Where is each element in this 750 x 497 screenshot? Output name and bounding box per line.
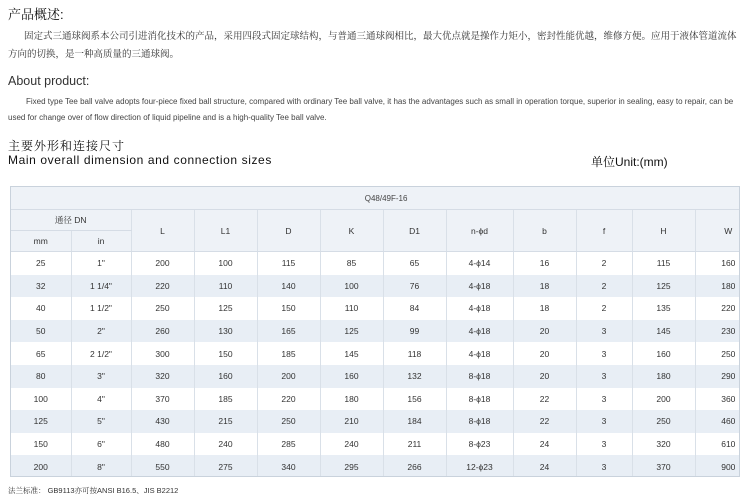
table-cell: 2" (71, 320, 131, 343)
table-cell: 550 (131, 455, 194, 477)
col-header-w: W (695, 210, 740, 252)
table-cell: 220 (257, 388, 320, 411)
dn-mm-header: mm (11, 231, 71, 252)
dn-in-header: in (71, 231, 131, 252)
table-cell: 184 (383, 410, 446, 433)
table-cell: 8-ϕ18 (446, 388, 513, 411)
table-cell: 250 (632, 410, 695, 433)
table-cell: 260 (131, 320, 194, 343)
table-cell: 132 (383, 365, 446, 388)
table-cell: 460 (695, 410, 740, 433)
table-cell: 50 (11, 320, 71, 343)
table-cell: 4-ϕ18 (446, 342, 513, 365)
table-cell: 300 (131, 342, 194, 365)
table-body (11, 252, 740, 478)
table-cell: 2 (576, 275, 632, 298)
table-cell: 125 (632, 275, 695, 298)
table-cell: 370 (632, 455, 695, 477)
table-cell: 18 (513, 275, 576, 298)
table-cell: 8" (71, 455, 131, 477)
table-cell: 1 1/2" (71, 297, 131, 320)
table-cell: 900 (695, 455, 740, 477)
col-header-k: K (320, 210, 383, 252)
table-cell: 125 (194, 297, 257, 320)
table-cell: 20 (513, 342, 576, 365)
table-cell: 211 (383, 433, 446, 456)
table-cell: 22 (513, 410, 576, 433)
table-cell: 3 (576, 433, 632, 456)
table-cell: 160 (320, 365, 383, 388)
table-cell: 3" (71, 365, 131, 388)
table-cell: 24 (513, 455, 576, 477)
flange-standard-note: 法兰标准： GB9113亦可按ANSI B16.5、JIS B2212 (8, 486, 179, 495)
table-cell: 320 (632, 433, 695, 456)
dimension-table (10, 186, 740, 477)
table-cell: 200 (257, 365, 320, 388)
table-cell: 140 (257, 275, 320, 298)
table-cell: 320 (131, 365, 194, 388)
table-cell: 200 (632, 388, 695, 411)
table-cell: 250 (131, 297, 194, 320)
table-cell: 76 (383, 275, 446, 298)
dn-header: 通径 DN (11, 210, 131, 231)
table-cell: 285 (257, 433, 320, 456)
table-row (11, 342, 740, 365)
table-cell: 180 (695, 275, 740, 298)
about-product-title: About product: (8, 74, 90, 88)
table-cell: 4" (71, 388, 131, 411)
col-header-b: b (513, 210, 576, 252)
table-cell: 2 1/2" (71, 342, 131, 365)
table-cell: 40 (11, 297, 71, 320)
table-cell: 22 (513, 388, 576, 411)
table-row (11, 433, 740, 456)
table-cell: 8-ϕ18 (446, 365, 513, 388)
model-label: Q48/49F-16 (11, 187, 740, 210)
table-cell: 4-ϕ18 (446, 320, 513, 343)
table-row (11, 275, 740, 298)
table-cell: 185 (194, 388, 257, 411)
table-cell: 24 (513, 433, 576, 456)
dimensions-title-cn: 主要外形和连接尺寸 (8, 139, 126, 153)
table-cell: 430 (131, 410, 194, 433)
table-cell: 3 (576, 410, 632, 433)
table-cell: 115 (632, 252, 695, 275)
table-cell: 125 (320, 320, 383, 343)
table-cell: 3 (576, 320, 632, 343)
table-cell: 16 (513, 252, 576, 275)
table-cell: 25 (11, 252, 71, 275)
table-cell: 160 (194, 365, 257, 388)
table-header-row (11, 210, 740, 231)
table-cell: 99 (383, 320, 446, 343)
table-row (11, 388, 740, 411)
table-cell: 3 (576, 342, 632, 365)
table-cell: 115 (257, 252, 320, 275)
table-row (11, 410, 740, 433)
dimensions-title-en: Main overall dimension and connection sizes (8, 153, 272, 167)
table-cell: 12-ϕ23 (446, 455, 513, 477)
table-cell: 84 (383, 297, 446, 320)
col-header-l1: L1 (194, 210, 257, 252)
table-cell: 4-ϕ18 (446, 297, 513, 320)
table-cell: 220 (131, 275, 194, 298)
table-cell: 150 (11, 433, 71, 456)
table-cell: 230 (695, 320, 740, 343)
table-cell: 3 (576, 365, 632, 388)
table-cell: 135 (632, 297, 695, 320)
table-cell: 340 (257, 455, 320, 477)
table-cell: 8-ϕ23 (446, 433, 513, 456)
table-cell: 266 (383, 455, 446, 477)
product-overview-text-cn: 固定式三通球阀系本公司引进消化技术的产品，采用四段式固定球结构，与普通三通球阀相比，最大优点就是操作力矩小，密封性能优越，维修方便。应用于液体管道流体方向的切换，是一种高质量的三通球阀。 (8, 31, 737, 60)
product-overview-title: 产品概述: (8, 7, 64, 22)
table-cell: 200 (11, 455, 71, 477)
table-cell: 250 (257, 410, 320, 433)
table-cell: 165 (257, 320, 320, 343)
table-cell: 130 (194, 320, 257, 343)
table-cell: 240 (320, 433, 383, 456)
table-cell: 185 (257, 342, 320, 365)
product-overview-text-en: Fixed type Tee ball valve adopts four-piece fixed ball structure, compared with ordinary Tee ball valve, it has the advantages such as small in operation torque, superior in sealing, easy to repair, can be used for change over of flow direction of liquid pipeline and is a high-quality Tee ball valve. (8, 97, 734, 122)
table-model-row (11, 187, 740, 210)
table-cell: 125 (11, 410, 71, 433)
table-cell: 145 (320, 342, 383, 365)
table-row (11, 252, 740, 275)
col-header-d: D (257, 210, 320, 252)
table-cell: 180 (632, 365, 695, 388)
table-cell: 110 (320, 297, 383, 320)
table-row (11, 365, 740, 388)
table-cell: 145 (632, 320, 695, 343)
table-cell: 8-ϕ18 (446, 410, 513, 433)
table-cell: 18 (513, 297, 576, 320)
table-cell: 5" (71, 410, 131, 433)
table-cell: 3 (576, 388, 632, 411)
table-cell: 275 (194, 455, 257, 477)
table-cell: 20 (513, 320, 576, 343)
table-cell: 295 (320, 455, 383, 477)
unit-label: 单位Unit:(mm) (591, 155, 668, 169)
table-cell: 370 (131, 388, 194, 411)
table-cell: 1 1/4" (71, 275, 131, 298)
table-row (11, 455, 740, 477)
table-cell: 32 (11, 275, 71, 298)
col-header-n-d: n-ϕd (446, 210, 513, 252)
table-cell: 150 (194, 342, 257, 365)
table-cell: 1" (71, 252, 131, 275)
table-cell: 3 (576, 455, 632, 477)
table-cell: 250 (695, 342, 740, 365)
col-header-d1: D1 (383, 210, 446, 252)
table-cell: 100 (194, 252, 257, 275)
table-cell: 220 (695, 297, 740, 320)
table-cell: 160 (632, 342, 695, 365)
table-cell: 80 (11, 365, 71, 388)
table-cell: 4-ϕ14 (446, 252, 513, 275)
table-cell: 100 (11, 388, 71, 411)
table-cell: 240 (194, 433, 257, 456)
table-cell: 6" (71, 433, 131, 456)
table-cell: 210 (320, 410, 383, 433)
table-row (11, 297, 740, 320)
table-cell: 2 (576, 297, 632, 320)
table-cell: 20 (513, 365, 576, 388)
table-cell: 200 (131, 252, 194, 275)
table-cell: 110 (194, 275, 257, 298)
table-cell: 100 (320, 275, 383, 298)
table-cell: 180 (320, 388, 383, 411)
table-cell: 65 (383, 252, 446, 275)
table-cell: 360 (695, 388, 740, 411)
table-cell: 290 (695, 365, 740, 388)
table-row (11, 320, 740, 343)
table-cell: 65 (11, 342, 71, 365)
col-header-f: f (576, 210, 632, 252)
col-header-l: L (131, 210, 194, 252)
table-cell: 150 (257, 297, 320, 320)
table-cell: 215 (194, 410, 257, 433)
table-cell: 2 (576, 252, 632, 275)
table-cell: 160 (695, 252, 740, 275)
table-cell: 610 (695, 433, 740, 456)
table-cell: 118 (383, 342, 446, 365)
table-cell: 4-ϕ18 (446, 275, 513, 298)
table-cell: 480 (131, 433, 194, 456)
col-header-h: H (632, 210, 695, 252)
table-cell: 156 (383, 388, 446, 411)
table-cell: 85 (320, 252, 383, 275)
